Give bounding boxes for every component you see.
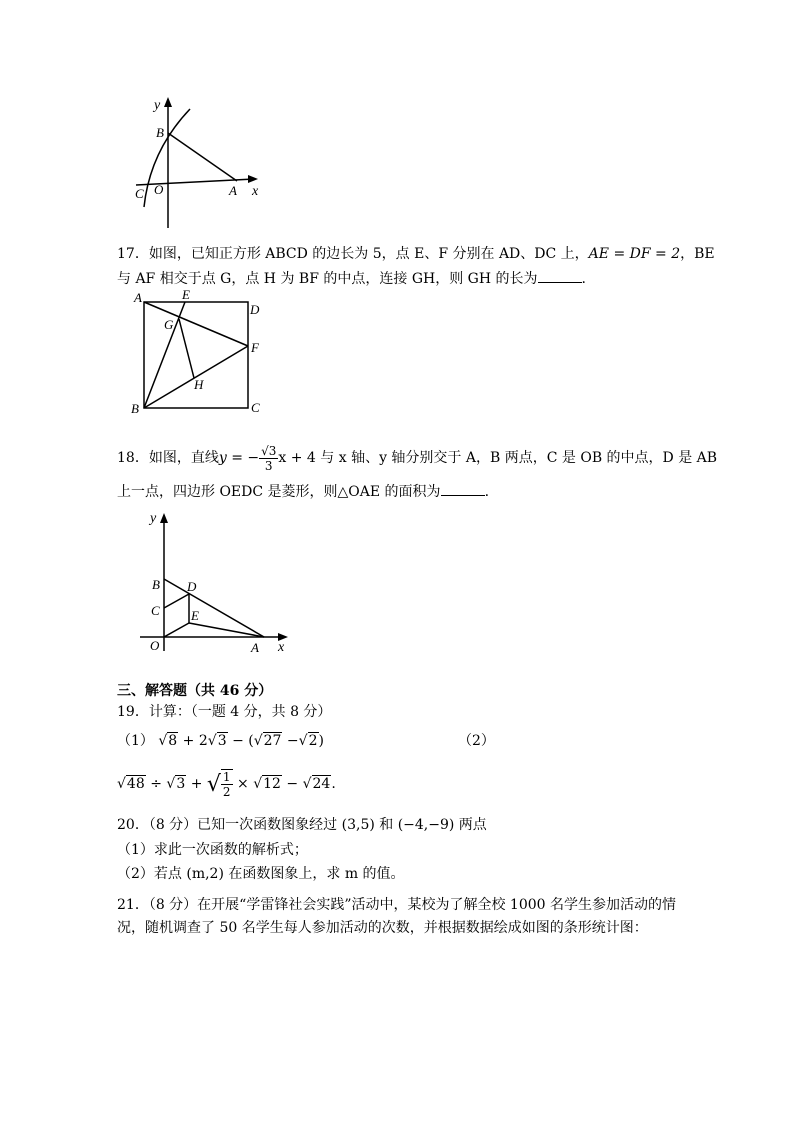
label-b: B [156,125,164,140]
q19-title: 19．计算：（一题 4 分，共 8 分） [117,704,332,720]
label-a: A [251,640,259,655]
fraction-sqrt3-over-3: $\frac{√3}{3}$ [261,443,277,473]
label-o: O [150,638,160,653]
figure-17-square [128,288,268,418]
segment-oe [164,623,189,637]
label-c: C [251,400,260,415]
q20-line2: （1）求此一次函数的解析式； [117,842,308,858]
x-axis-arrow [248,175,258,183]
label-x: x [278,640,285,655]
label-h: H [194,377,204,392]
figure-18-graph [140,505,300,655]
answer-blank [441,481,485,496]
label-a: A [134,290,142,305]
y-axis-arrow [160,513,168,523]
q19-part2-expression: √48 ÷ √3 + √ $\frac{1}{2}$ × √12 − √24. [117,770,336,799]
segment-cd [164,594,189,608]
label-y: y [150,511,157,526]
q20-line3: （2）若点 (m,2) 在函数图象上，求 m 的值。 [117,866,405,882]
figure-16-graph [128,95,268,235]
q19-part2-label: （2） [458,733,495,749]
label-y: y [154,98,161,113]
label-a: A [229,183,237,198]
q17-line2: 与 AF 相交于点 G，点 H 为 BF 的中点，连接 GH，则 GH 的长为 . [117,268,586,289]
label-f: F [251,340,259,355]
q19-part1: （1） √8 + 2√3 − (√27 −√2) [117,733,324,749]
label-c: C [135,186,144,201]
label-g: G [164,317,174,332]
label-e: E [191,608,199,623]
q18-line2: 上一点，四边形 OEDC 是菱形，则△OAE 的面积为 . [117,481,489,502]
q21-line1: 21．（8 分）在开展“学雷锋社会实践”活动中，某校为了解全校 1000 名学生参加活动的情 [117,897,677,913]
segment-gh [179,319,194,378]
q20-line1: 20．（8 分）已知一次函数图象经过 (3,5) 和 (−4,−9) 两点 [117,817,487,833]
answer-blank [538,268,582,283]
label-d: D [187,579,197,594]
label-d: D [250,302,260,317]
label-b: B [152,577,160,592]
q21-line2: 况，随机调查了 50 名学生每人参加活动的次数，并根据数据绘成如图的条形统计图： [117,920,648,936]
segment-ba [168,133,237,181]
label-b: B [131,401,139,416]
section-3-title: 三、解答题（共 46 分） [117,683,273,699]
q18-line1: 18．如图，直线y = − $\frac{√3}{3}$ x + 4 与 x 轴、y 轴分别交于 A，B 两点，C 是 OB 的中点，D 是 AB [117,443,718,473]
label-x: x [252,184,259,199]
label-o: O [154,182,164,197]
q17-line1: 17．如图，已知正方形 ABCD 的边长为 5，点 E、F 分别在 AD、DC 上，AE = DF = 2，BE [117,246,715,262]
y-axis-arrow [164,97,172,107]
label-e: E [182,288,190,302]
segment-af [144,302,248,346]
curve-arc [144,109,190,207]
label-c: C [151,603,160,618]
